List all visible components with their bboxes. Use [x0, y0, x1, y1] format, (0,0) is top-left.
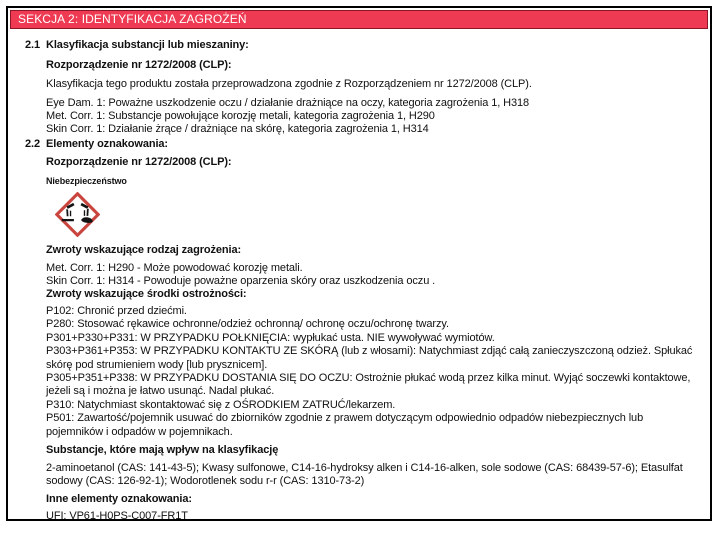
classification-item: Met. Corr. 1: Substancje powołujące korozję metali, kategoria zagrożenia 1, H290	[46, 110, 435, 122]
sds-document-page	[6, 6, 712, 521]
section-number: 2.2	[25, 138, 40, 150]
precautionary-statement: P301+P330+P331: W PRZYPADKU POŁKNIĘCIA: wypłukać usta. NIE wywoływać wymiotów.	[46, 331, 495, 344]
other-elements-heading: Inne elementy oznakowania:	[46, 492, 192, 505]
ghs05-corrosion-icon	[55, 192, 100, 237]
classification-intro: Klasyfikacja tego produktu została przeprowadzona zgodnie z Rozporządzeniem nr 1272/2008 (CLP).	[46, 78, 532, 90]
precautionary-statement: P305+P351+P338: W PRZYPADKU DOSTANIA SIĘ DO OCZU: Ostrożnie płukać wodą przez kilka minut. Wyjąć soczewki kontaktowe, jeżeli są i można je łatwo usunąć. Nadal płukać.	[46, 372, 691, 398]
hazard-statements-list	[46, 262, 702, 288]
signal-word: Niebezpieczeństwo	[46, 176, 127, 186]
hazard-statement: Skin Corr. 1: H314 - Powoduje poważne oparzenia skóry oraz uszkodzenia oczu .	[46, 275, 436, 287]
section-header-bar	[10, 10, 708, 29]
regulation-heading: Rozporządzenie nr 1272/2008 (CLP):	[46, 156, 232, 168]
substances-text: 2-aminoetanol (CAS: 141-43-5); Kwasy sulfonowe, C14-16-hydroksy alken i C14-16-alken, sole sodowe (CAS: 68439-57-6); Etasulfat sodowy (CAS: 126-92-1); Wodorotlenek sodu r-r (CAS: 1310-73-2)	[46, 462, 683, 488]
section-header-title: SEKCJA 2: IDENTYFIKACJA ZAGROŻEŃ	[18, 12, 247, 26]
section-2-1-row	[8, 39, 710, 52]
section-number: 2.1	[25, 39, 40, 51]
precautionary-statement: P102: Chronić przed dziećmi.	[46, 305, 187, 317]
precautionary-statement: P310: Natychmiast skontaktować się z OŚRODKIEM ZATRUĆ/lekarzem.	[46, 398, 396, 411]
section-title: Klasyfikacja substancji lub mieszaniny:	[46, 39, 249, 51]
ufi-code: UFI: VP61-H0PS-C007-FR1T	[46, 509, 188, 521]
regulation-heading: Rozporządzenie nr 1272/2008 (CLP):	[46, 59, 232, 71]
hazard-statements-heading: Zwroty wskazujące rodzaj zagrożenia:	[46, 244, 242, 256]
section-2-2-row	[8, 138, 710, 151]
hazard-statement: Met. Corr. 1: H290 - Może powodować korozję metali.	[46, 262, 303, 274]
precautionary-list	[46, 305, 702, 439]
classification-item: Eye Dam. 1: Poważne uszkodzenie oczu / działanie drażniące na oczy, kategoria zagrożenia 1, H318	[46, 97, 530, 109]
precautionary-statement: P280: Stosować rękawice ochronne/odzież ochronną/ ochronę oczu/ochronę twarzy.	[46, 318, 449, 331]
precautionary-statement: P303+P361+P353: W PRZYPADKU KONTAKTU ZE SKÓRĄ (lub z włosami): Natychmiast zdjąć całą zanieczyszczoną odzież. Spłukać skórę pod strumieniem wody [lub prysznicem].	[46, 345, 693, 371]
classification-list	[46, 97, 702, 136]
section-title: Elementy oznakowania:	[46, 138, 168, 150]
precautionary-statement: P501: Zawartość/pojemnik usuwać do zbiorników zgodnie z prawem dotyczącym odpowiednio odpadów niebezpiecznych lub pojemników i odpadów w pojemnikach.	[46, 412, 644, 438]
substances-heading: Substancje, które mają wpływ na klasyfikację	[46, 444, 279, 457]
classification-item: Skin Corr. 1: Działanie żrące / drażniące na skórę, kategoria zagrożenia 1, H314	[46, 123, 429, 135]
precautionary-heading: Zwroty wskazujące środki ostrożności:	[46, 288, 247, 300]
